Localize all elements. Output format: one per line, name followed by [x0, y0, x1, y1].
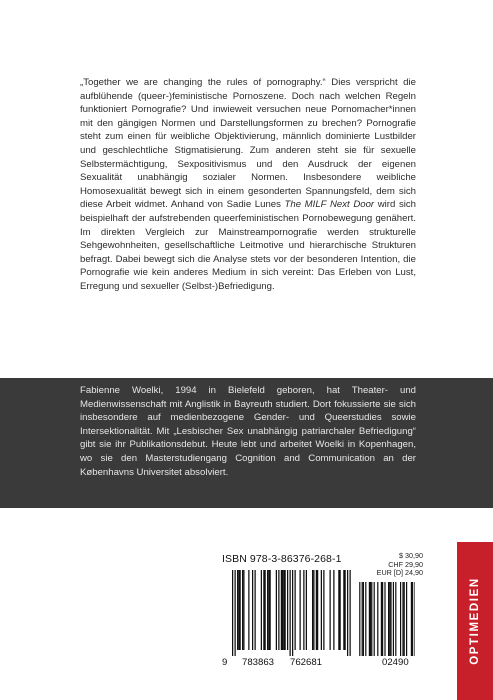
- barcode-digit-lead: 9: [222, 657, 228, 668]
- barcode-bar: [400, 582, 401, 656]
- barcode-bar: [287, 570, 288, 650]
- barcode-bar: [267, 570, 268, 650]
- barcode-bar: [363, 582, 364, 656]
- barcode-bar: [369, 582, 370, 656]
- price-eur: EUR [D] 24,90: [376, 568, 423, 578]
- barcode-bar: [377, 582, 378, 656]
- barcode-bars: [230, 570, 415, 656]
- barcode-digit-right: 762681: [290, 657, 323, 668]
- barcode-bar: [248, 570, 249, 650]
- barcode-bar: [389, 582, 390, 656]
- barcode-bar: [390, 582, 391, 656]
- barcode-bar: [316, 570, 317, 650]
- barcode-bar: [338, 570, 339, 650]
- price-chf: CHF 29,90: [388, 559, 423, 569]
- barcode-bar: [238, 570, 239, 650]
- barcode-bar: [381, 582, 382, 656]
- barcode-bar: [343, 570, 344, 650]
- publisher-spine-tab: [457, 542, 493, 700]
- barcode-bar: [414, 582, 415, 656]
- publisher-name: OPTIMEDIEN: [469, 577, 481, 665]
- barcode-bar: [242, 570, 243, 650]
- barcode-bar: [261, 570, 262, 650]
- barcode-bar: [312, 570, 313, 650]
- barcode-bar: [365, 582, 366, 656]
- back-cover-bottom: [0, 508, 493, 700]
- barcode-digit-left: 783863: [242, 657, 275, 668]
- barcode-bar: [252, 570, 253, 650]
- barcode-bar: [237, 570, 238, 650]
- barcode-bar: [411, 582, 412, 656]
- barcode-bar: [281, 570, 282, 650]
- barcode-bar: [265, 570, 266, 650]
- barcode-bar: [395, 582, 396, 656]
- barcode-bar: [303, 570, 304, 650]
- barcode-bar: [370, 582, 371, 656]
- barcode-bar: [282, 570, 283, 650]
- barcode-bar: [359, 582, 360, 656]
- barcode-bar: [330, 570, 331, 650]
- barcode-bar: [382, 582, 383, 656]
- barcode-bar: [300, 570, 301, 650]
- author-bio-text: Fabienne Woelki, 1994 in Bielefeld geboren, hat Theater- und Medienwissenschaft mit Anglistik in Bayreuth studiert. Dort fokussierte sie sich insbesondere auf medienbezogene Gender- und Queerstudies sowie Intersektionalität. Mit „Lesbischer Sex unabhängig patriarchaler Befriedigung“ gibt sie ihr Publikationsdebut. Heute lebt und arbeitet Woelki in Kopenhagen, wo sie den Masterstudiengang Cognition and Communication an der Københavns Universitet absolviert.: [80, 385, 416, 478]
- barcode-digits: [222, 657, 419, 671]
- blurb-text: „Together we are changing the rules of pornography.“ Dies verspricht die aufblühende (queer-)feministische Pornoszene. Doch nach welchen Regeln funktioniert Pornografie? Und inwieweit versuchen neue Pornomacher*innen mit den gängigen Normen und Darstellungsformen zu brechen? Pornografie steht zum einen für weibliche Objektivierung, männlich dominierte Lustbilder und geschlechtliche Stigmatisierung. Zum anderen steht sie für sexuelle Selbstermächtigung, Sexpositivismus und den Ausdruck der eigenen Sexualität unabhängig sozialer Normen. Insbesondere weibliche Homosexualität bewegt sich in einem gesonderten Spannungsfeld, dem sich diese Arbeit widmet. Anhand von Sadie Lunes The MILF Next Door wird sich beispielhaft der aufstrebenden queerfeministischen Pornobewegung genähert. Im direkten Vergleich zur Mainstreampornografie werden strukturelle Sehgewohnheiten, gesellschaftliche Leitmotive und hierarchische Strukturen befragt. Dabei bewegt sich die Analyse stets vor der besonderen Intention, die Pornografie wie kein anderes Medium in sich vereint: Das Erleben von Lust, Erregung und sexueller (Selbst-)Befriedigung.: [80, 77, 417, 292]
- price-usd: $ 30,90: [399, 551, 423, 560]
- barcode-bar: [374, 582, 375, 656]
- isbn-label: ISBN 978-3-86376-268-1: [222, 553, 342, 565]
- barcode-bar: [350, 570, 351, 656]
- barcode-bar: [384, 582, 385, 656]
- barcode-bar: [340, 570, 341, 650]
- barcode-bar: [388, 582, 389, 656]
- barcode-bar: [270, 570, 271, 650]
- barcode-bar: [255, 570, 256, 650]
- barcode-bar: [276, 570, 277, 650]
- barcode-bar: [290, 570, 291, 656]
- barcode-bar: [333, 570, 334, 650]
- barcode-bar: [240, 570, 241, 650]
- barcode-bar: [306, 570, 307, 650]
- barcode-bar: [323, 570, 324, 650]
- barcode-bar: [402, 582, 403, 656]
- barcode-bar: [313, 570, 314, 650]
- barcode-bar: [285, 570, 286, 650]
- author-bio-band: [0, 378, 493, 508]
- barcode-bar: [347, 570, 348, 656]
- barcode-bar: [404, 582, 405, 656]
- barcode-bar: [292, 570, 293, 656]
- barcode-bar: [268, 570, 269, 650]
- barcode-bar: [345, 570, 346, 650]
- film-title: The MILF Next Door: [284, 199, 375, 211]
- barcode-bar: [393, 582, 394, 656]
- barcode-bar: [232, 570, 233, 656]
- barcode-bar: [278, 570, 279, 650]
- barcode-bar: [283, 570, 284, 650]
- barcode-bar: [412, 582, 413, 656]
- barcode-bar: [406, 582, 407, 656]
- barcode-digit-addon: 02490: [382, 657, 409, 668]
- barcode-bar: [243, 570, 244, 650]
- barcode-bar: [362, 582, 363, 656]
- barcode-bar: [321, 570, 322, 650]
- barcode-bar: [295, 570, 296, 650]
- isbn-barcode: [222, 553, 419, 677]
- barcode-bar: [263, 570, 264, 650]
- barcode-bar: [235, 570, 236, 656]
- barcode-bar: [317, 570, 318, 650]
- barcode-bar: [371, 582, 372, 656]
